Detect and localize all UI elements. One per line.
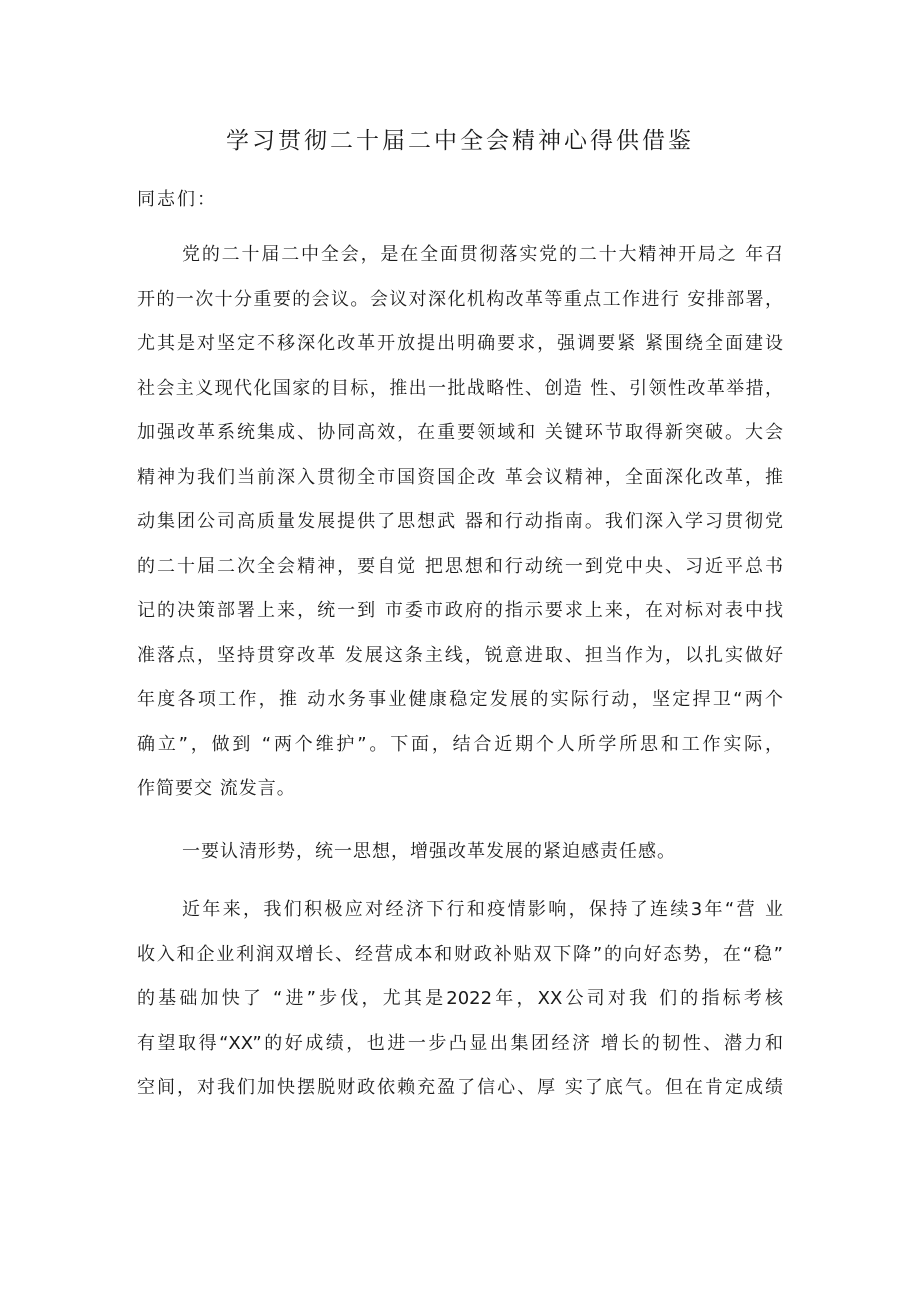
paragraph-line: 精神为我们当前深入贯彻全市国资国企改 革会议精神，全面深化改革，推 xyxy=(137,467,783,488)
paragraph-line: 记的决策部署上来，统一到 市委市政府的指示要求上来，在对标对表中找 xyxy=(137,600,783,621)
paragraph-line: 的二十届二次全会精神，要自觉 把思想和行动统一到党中央、习近平总书 xyxy=(137,556,783,577)
paragraph-line: 确立”，做到 “两个维护”。下面，结合近期个人所学所思和工作实际， xyxy=(137,734,783,755)
paragraph-line: 动集团公司高质量发展提供了思想武 器和行动指南。我们深入学习贯彻党 xyxy=(137,511,783,532)
paragraph-line: 尤其是对坚定不移深化改革开放提出明确要求，强调要紧 紧围绕全面建设 xyxy=(137,333,783,354)
paragraph-line: 准落点，坚持贯穿改革 发展这条主线，锐意进取、担当作为，以扎实做好 xyxy=(137,645,783,666)
greeting: 同志们： xyxy=(137,189,217,210)
paragraph-line: 空间，对我们加快摆脱财政依赖充盈了信心、厚 实了底气。但在肯定成绩 xyxy=(137,1077,783,1098)
paragraph-line: 加强改革系统集成、协同高效，在重要领域和 关键环节取得新突破。大会 xyxy=(137,422,783,443)
paragraph-line: 收入和企业利润双增长、经营成本和财政补贴双下降”的向好态势，在“稳” xyxy=(137,944,783,965)
paragraph-line: 开的一次十分重要的会议。会议对深化机构改革等重点工作进行 安排部署， xyxy=(137,289,783,310)
paragraph-line: 党的二十届二中全会，是在全面贯彻落实党的二十大精神开局之 年召 xyxy=(182,244,783,265)
paragraph-line: 近年来，我们积极应对经济下行和疫情影响，保持了连续3年“营 业 xyxy=(182,899,783,920)
paragraph-line: 有望取得“XX”的好成绩，也进一步凸显出集团经济 增长的韧性、潜力和 xyxy=(137,1033,783,1054)
paragraph-line: 的基础加快了 “进”步伐，尤其是2022年，XX公司对我 们的指标考核 xyxy=(137,988,783,1009)
document-title: 学习贯彻二十届二中全会精神心得供借鉴 xyxy=(226,128,694,154)
paragraph-line: 社会主义现代化国家的目标，推出一批战略性、创造 性、引领性改革举措， xyxy=(137,378,783,399)
paragraph-line: 作简要交 流发言。 xyxy=(137,778,296,799)
section-heading: 一要认清形势，统一思想，增强改革发展的紧迫感责任感。 xyxy=(182,841,676,862)
paragraph-line: 年度各项工作，推 动水务事业健康稳定发展的实际行动，坚定捍卫“两个 xyxy=(137,689,783,710)
